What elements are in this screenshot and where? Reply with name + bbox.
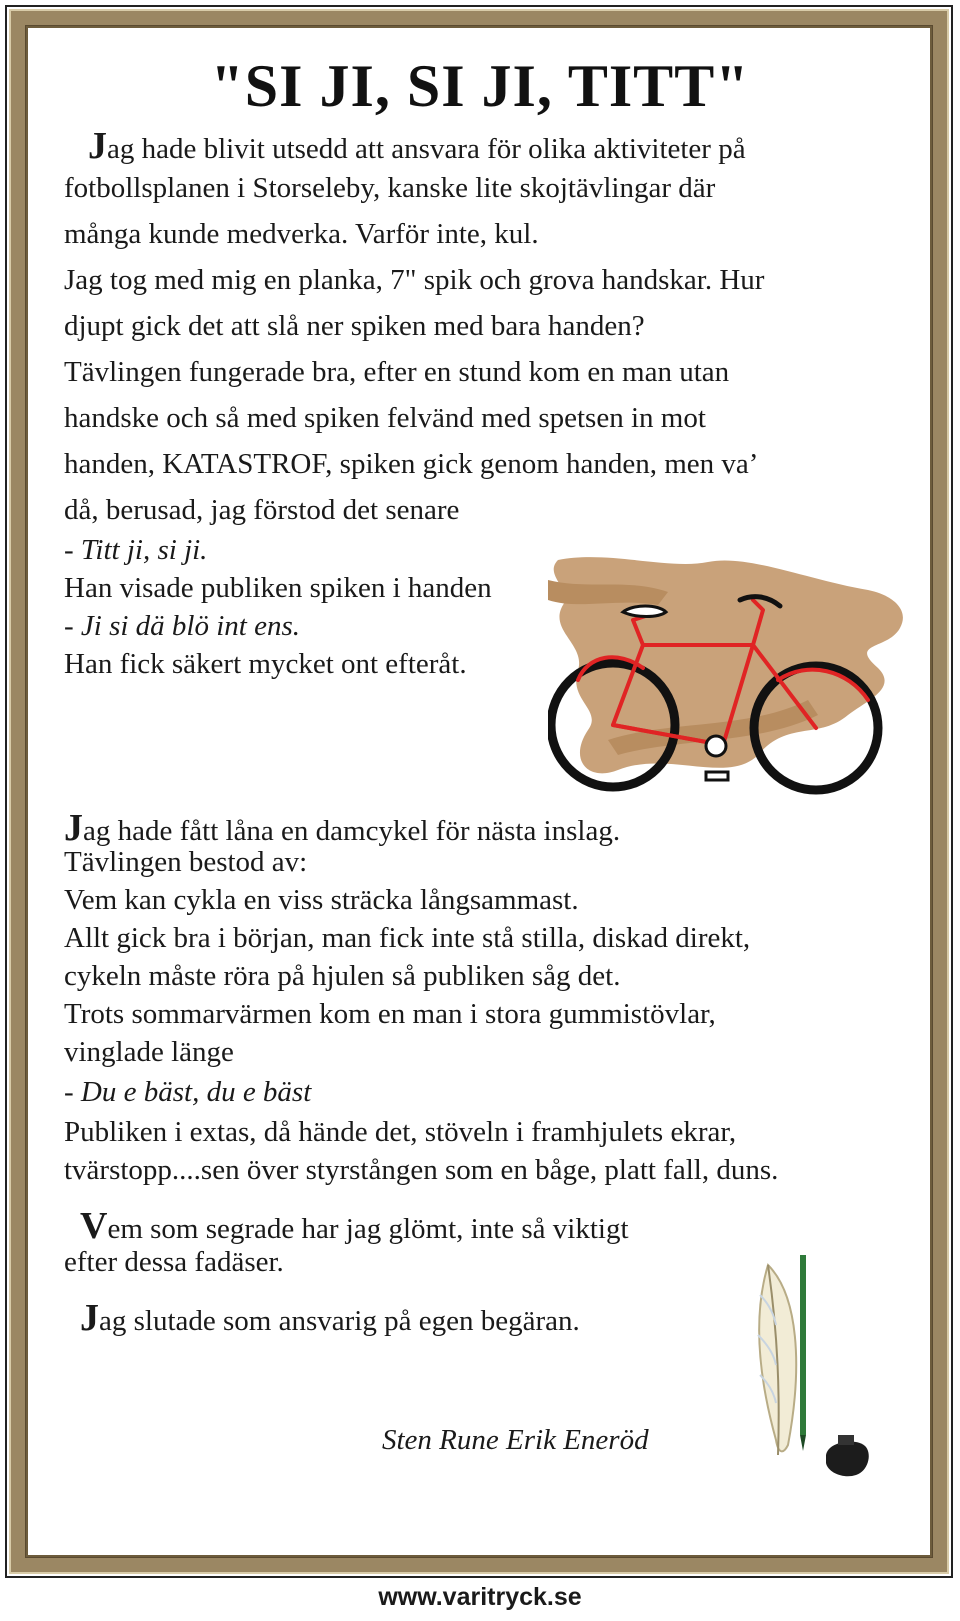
drop-cap: J — [64, 807, 83, 849]
page-title: "SI JI, SI JI, TITT" — [210, 53, 750, 119]
paragraph-1-line-1: Jag hade blivit utsedd att ansvara för olika aktiviteter på — [88, 125, 746, 167]
drop-cap: J — [80, 1297, 99, 1339]
paragraph-2-line-10: tvärstopp....sen över styrstången som en båge, platt fall, duns. — [64, 1154, 779, 1186]
paragraph-3-line-1: Vem som segrade har jag glömt, inte så viktigt — [80, 1205, 629, 1247]
paragraph-2-line-9: Publiken i extas, då hände det, stöveln i framhjulets ekrar, — [64, 1116, 737, 1148]
drop-cap: J — [88, 125, 107, 167]
paragraph-2-line-2: Tävlingen bestod av: — [64, 846, 308, 878]
paragraph-2-line-4: Allt gick bra i början, man fick inte stå stilla, diskad direkt, — [64, 922, 751, 954]
saddle — [623, 606, 666, 617]
paragraph-1-line-8: handen, KATASTROF, spiken gick genom handen, men va’ — [64, 448, 759, 480]
paragraph-1-line-5: djupt gick det att slå ner spiken med bara handen? — [64, 310, 645, 342]
paragraph-1-line-6: Tävlingen fungerade bra, efter en stund kom en man utan — [64, 356, 730, 388]
paragraph-1-line-11: Han visade publiken spiken i handen — [64, 572, 492, 604]
paragraph-4-line-1: Jag slutade som ansvarig på egen begäran. — [80, 1297, 580, 1339]
bicycle-illustration — [548, 550, 918, 810]
paragraph-2-line-5: cykeln måste röra på hjulen så publiken såg det. — [64, 960, 621, 992]
quote-line-1: - Titt ji, si ji. — [64, 534, 208, 566]
paragraph-3-line-2: efter dessa fadäser. — [64, 1246, 284, 1278]
quote-line-3: - Du e bäst, du e bäst — [64, 1076, 312, 1108]
paragraph-2-line-7: vinglade länge — [64, 1036, 234, 1068]
quote-line-2: - Ji si dä blö int ens. — [64, 610, 301, 642]
author-signature: Sten Rune Erik Eneröd — [382, 1424, 649, 1456]
paragraph-1-line-7: handske och så med spiken felvänd med spetsen in mot — [64, 402, 706, 434]
paragraph-1-line-4: Jag tog med mig en planka, 7" spik och grova handskar. Hur — [64, 264, 765, 296]
paragraph-1-line-9: då, berusad, jag förstod det senare — [64, 494, 460, 526]
inkwell — [826, 1435, 869, 1476]
paragraph-1-line-13: Han fick säkert mycket ont efteråt. — [64, 648, 467, 680]
paragraph-1-line-2: fotbollsplanen i Storseleby, kanske lite skojtävlingar där — [64, 172, 716, 204]
pen — [800, 1255, 806, 1451]
quill-feather — [758, 1265, 796, 1455]
quill-and-inkwell-illustration — [748, 1255, 898, 1495]
paragraph-1-line-3: många kunde medverka. Varför inte, kul. — [64, 218, 539, 250]
paragraph-2-line-6: Trots sommarvärmen kom en man i stora gummistövlar, — [64, 998, 716, 1030]
paragraph-2-line-3: Vem kan cykla en viss sträcka långsammast. — [64, 884, 579, 916]
drop-cap: V — [80, 1205, 108, 1247]
footer-url: www.varitryck.se — [378, 1583, 582, 1611]
paragraph-2-line-1: Jag hade fått låna en damcykel för nästa inslag. — [64, 807, 621, 849]
